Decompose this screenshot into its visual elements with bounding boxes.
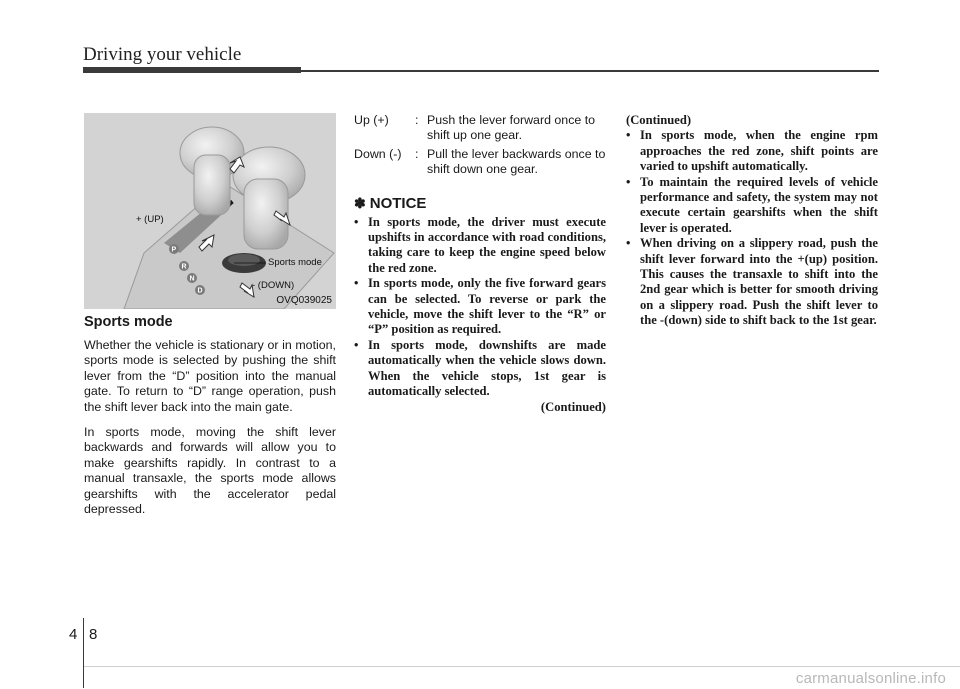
list-item-text: In sports mode, the driver must execute upshifts in accordance with road conditions, taking care to keep the engine speed below the red zone. <box>368 214 606 275</box>
list-item <box>626 128 878 174</box>
list-item <box>626 175 878 237</box>
list-item <box>354 276 606 338</box>
notice-star-icon: ✽ <box>354 194 366 211</box>
right-column <box>626 113 878 329</box>
notice-heading <box>354 195 606 212</box>
page-number: 8 <box>89 626 98 643</box>
label-sports-mode: Sports mode <box>268 257 322 268</box>
chapter-number: 4 <box>69 626 78 643</box>
shift-lever-drawing <box>84 113 336 309</box>
footer-rule <box>84 666 960 667</box>
label-up: + (UP) <box>136 214 164 225</box>
bullet-icon: • <box>354 276 359 291</box>
watermark-link[interactable]: carmanualsonline.info <box>795 670 946 687</box>
gate-letter-r: R <box>181 263 187 271</box>
middle-column <box>354 113 606 415</box>
definition-down <box>354 147 606 178</box>
bullet-icon: • <box>354 214 359 229</box>
sports-mode-heading: Sports mode <box>84 314 173 330</box>
list-item <box>354 215 606 277</box>
definition-up <box>354 113 606 144</box>
gate-letter-n: N <box>189 275 195 283</box>
bullet-icon: • <box>354 337 359 352</box>
bullet-icon: • <box>626 174 631 189</box>
bullet-icon: • <box>626 236 631 251</box>
list-item <box>626 236 878 328</box>
notice-list <box>354 215 606 400</box>
definition-term: Down (-) <box>354 146 402 161</box>
left-column <box>84 314 336 527</box>
gate-letter-d: D <box>197 287 203 295</box>
definition-text: Pull the lever backwards once to shift down one gear. <box>427 146 606 177</box>
section-title: Driving your vehicle <box>83 44 242 65</box>
list-item-text: In sports mode, when the engine rpm approaches the red zone, shift points are varied to upshift automatically. <box>640 128 878 174</box>
label-down: - (DOWN) <box>252 280 295 291</box>
header-rule-thin <box>301 70 879 72</box>
definition-term: Up (+) <box>354 113 389 127</box>
list-item-text: In sports mode, downshifts are made automatically when the vehicle slows down. When the vehicle stops, 1st gear is automatically selected. <box>368 337 606 399</box>
figure-code: OVQ039025 <box>276 295 332 306</box>
continued-label: (Continued) <box>540 399 606 414</box>
list-item-text: To maintain the required levels of vehicle performance and safety, the system may not execute certain gearshifts when the shift lever is operated. <box>640 174 878 235</box>
paragraph-1: Whether the vehicle is stationary or in motion, sports mode is selected by pushing the shift lever from the “D” position into the manual gate. To return to “D” range operation, push the shift lever back into the main gate. <box>84 338 336 414</box>
gate-letter-p: P <box>171 246 177 254</box>
notice-list-continued <box>626 128 878 328</box>
definition-colon: : <box>415 146 419 161</box>
header-rule-thick <box>83 67 301 73</box>
definition-colon: : <box>415 113 419 127</box>
list-item-text: In sports mode, only the five forward gears can be selected. To reverse or park the vehicle, move the shift lever to the “R” or “P” position as required. <box>368 276 606 337</box>
footer-vertical-rule <box>83 618 84 688</box>
paragraph-2: In sports mode, moving the shift lever backwards and forwards will allow you to make gearshifts rapidly. In contrast to a manual transaxle, the sports mode allows gearshifts with the accelerator pedal depressed. <box>84 425 336 517</box>
notice-title: NOTICE <box>369 194 427 212</box>
continued-label-top: (Continued) <box>626 113 692 127</box>
definition-text: Push the lever forward once to shift up one gear. <box>427 113 596 143</box>
bullet-icon: • <box>626 128 631 143</box>
list-item-text: When driving on a slippery road, push the shift lever forward into the +(up) position. This causes the transaxle to shift into the 2nd gear which is better for smooth driving on a slippery road. Push the shift lever to the -(down) side to shift back to the 1st gear. <box>640 236 878 328</box>
list-item <box>354 338 606 400</box>
shift-lever-illustration <box>84 113 336 309</box>
